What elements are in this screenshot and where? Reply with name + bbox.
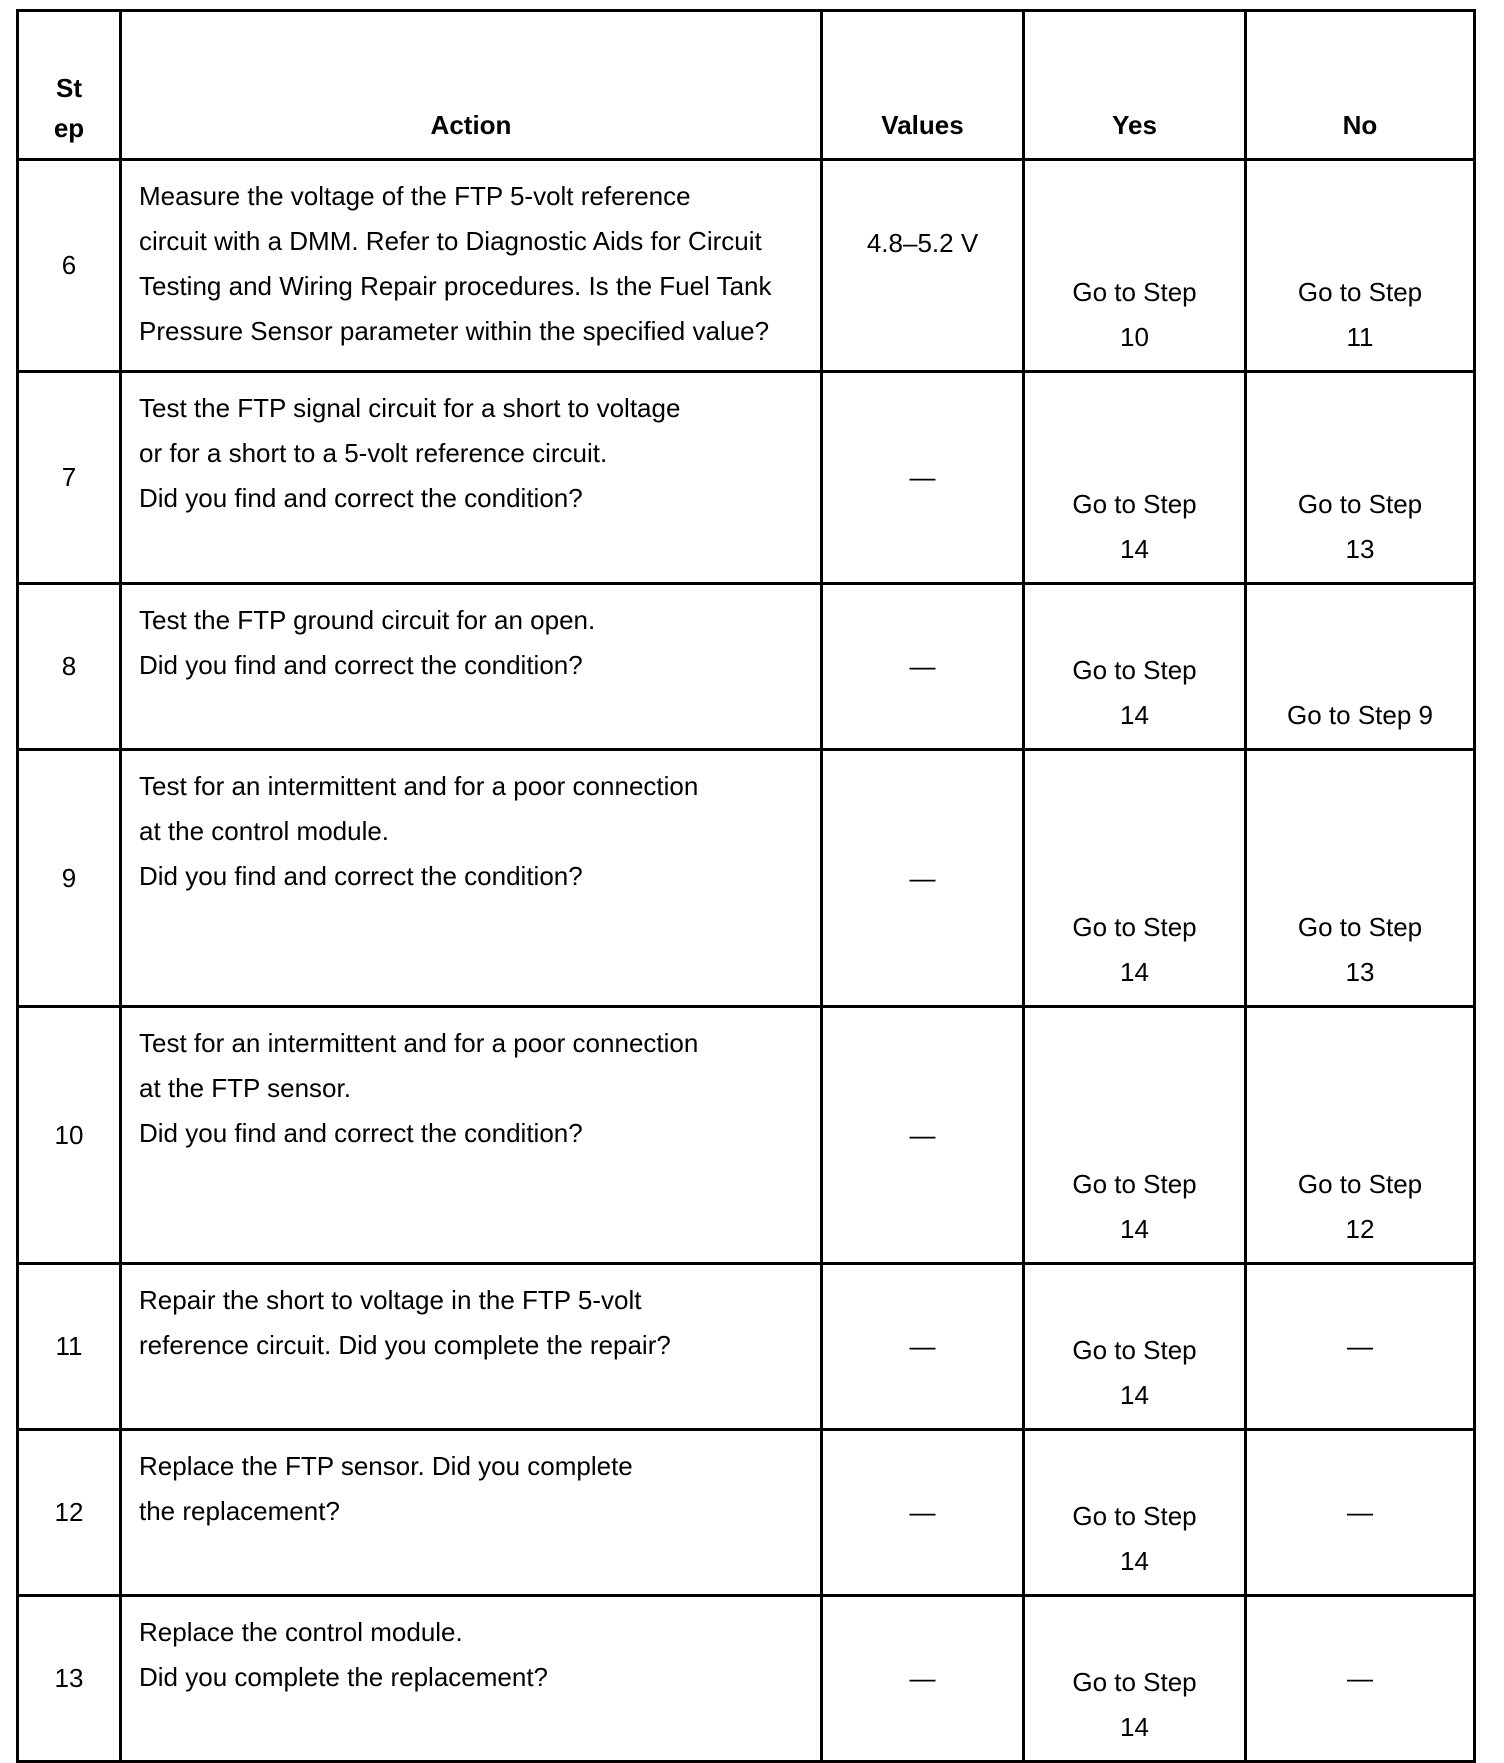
- step-number: 8: [18, 584, 121, 750]
- yes-goto-text: Go to Step: [1072, 1501, 1197, 1531]
- action-text: [121, 1596, 822, 1762]
- no-cell: [1246, 1430, 1475, 1596]
- action-line: or for a short to a 5-volt reference circuit.: [139, 438, 608, 468]
- yes-cell: [1024, 584, 1246, 750]
- yes-cell: [1024, 1007, 1246, 1264]
- action-line: Did you complete the replacement?: [139, 1662, 549, 1692]
- step-number: 9: [18, 750, 121, 1007]
- table-row: [18, 160, 1475, 372]
- header-values: Values: [822, 11, 1024, 160]
- table-row: [18, 1007, 1475, 1264]
- no-goto-text: 12: [1345, 1214, 1375, 1244]
- table-row: [18, 750, 1475, 1007]
- value-cell: —: [822, 1007, 1024, 1264]
- step-number: 11: [18, 1264, 121, 1430]
- table-row: [18, 372, 1475, 584]
- no-goto-text: Go to Step: [1297, 277, 1423, 307]
- action-line: the replacement?: [139, 1496, 340, 1526]
- diagnostic-table: [16, 9, 1476, 1763]
- action-text: [121, 372, 822, 584]
- no-cell: [1246, 750, 1475, 1007]
- header-yes: Yes: [1024, 11, 1246, 160]
- action-line: Did you find and correct the condition?: [139, 1118, 583, 1148]
- yes-cell: [1024, 1430, 1246, 1596]
- step-number: 7: [18, 372, 121, 584]
- table-row: [18, 584, 1475, 750]
- value-cell: —: [822, 1430, 1024, 1596]
- yes-goto-text: Go to Step: [1072, 489, 1197, 519]
- yes-goto-text: Go to Step: [1072, 1335, 1197, 1365]
- header-step-line2: ep: [53, 113, 85, 143]
- header-row: [18, 11, 1475, 160]
- action-line: Testing and Wiring Repair procedures. Is the Fuel Tank: [139, 271, 772, 301]
- action-line: Replace the FTP sensor. Did you complete: [139, 1451, 633, 1481]
- no-goto-text: Go to Step: [1297, 489, 1423, 519]
- action-line: circuit with a DMM. Refer to Diagnostic Aids for Circuit: [139, 226, 762, 256]
- yes-cell: [1024, 160, 1246, 372]
- no-goto-text: 13: [1345, 534, 1375, 564]
- yes-goto-text: 14: [1120, 1546, 1149, 1576]
- yes-goto-text: 10: [1120, 322, 1149, 352]
- no-goto-text: 11: [1346, 322, 1374, 352]
- action-line: Replace the control module.: [139, 1617, 463, 1647]
- no-cell: [1246, 1264, 1475, 1430]
- action-line: Did you find and correct the condition?: [139, 861, 583, 891]
- yes-cell: [1024, 1596, 1246, 1762]
- action-line: at the control module.: [139, 816, 390, 846]
- yes-cell: [1024, 1264, 1246, 1430]
- action-text: [121, 1264, 822, 1430]
- yes-goto-text: 14: [1120, 1712, 1149, 1742]
- yes-goto-text: Go to Step: [1072, 655, 1197, 685]
- yes-goto-text: Go to Step: [1072, 277, 1197, 307]
- step-number: 13: [18, 1596, 121, 1762]
- value-cell: —: [822, 1264, 1024, 1430]
- no-cell: [1246, 1596, 1475, 1762]
- no-goto-text: Go to Step: [1297, 912, 1423, 942]
- table-row: [18, 1264, 1475, 1430]
- value-cell: —: [822, 750, 1024, 1007]
- action-line: Did you find and correct the condition?: [139, 650, 583, 680]
- no-goto-text: Go to Step: [1297, 1169, 1423, 1199]
- yes-goto-text: 14: [1120, 700, 1149, 730]
- yes-goto-text: Go to Step: [1072, 1667, 1197, 1697]
- action-text: [121, 160, 822, 372]
- action-line: at the FTP sensor.: [139, 1073, 351, 1103]
- yes-goto-text: 14: [1120, 534, 1149, 564]
- action-text: [121, 1007, 822, 1264]
- yes-cell: [1024, 372, 1246, 584]
- step-number: 6: [18, 160, 121, 372]
- no-cell: [1246, 1007, 1475, 1264]
- action-line: Repair the short to voltage in the FTP 5-volt: [139, 1285, 642, 1315]
- table-row: [18, 1596, 1475, 1762]
- value-cell: —: [822, 372, 1024, 584]
- no-goto-text: 13: [1345, 957, 1375, 987]
- yes-goto-text: 14: [1120, 1214, 1149, 1244]
- action-line: Test the FTP ground circuit for an open.: [139, 605, 596, 635]
- action-line: reference circuit. Did you complete the repair?: [139, 1330, 671, 1360]
- header-action: Action: [121, 11, 822, 160]
- action-line: Measure the voltage of the FTP 5-volt reference: [139, 181, 691, 211]
- no-cell: [1246, 372, 1475, 584]
- value-cell: —: [822, 584, 1024, 750]
- action-line: Pressure Sensor parameter within the specified value?: [139, 316, 770, 346]
- yes-goto-text: Go to Step: [1072, 912, 1197, 942]
- step-number: 10: [18, 1007, 121, 1264]
- step-number: 12: [18, 1430, 121, 1596]
- value-cell: —: [822, 1596, 1024, 1762]
- action-line: Test for an intermittent and for a poor connection: [139, 1028, 699, 1058]
- no-cell: [1246, 160, 1475, 372]
- yes-goto-text: Go to Step: [1072, 1169, 1197, 1199]
- yes-cell: [1024, 750, 1246, 1007]
- table-row: [18, 1430, 1475, 1596]
- action-line: Did you find and correct the condition?: [139, 483, 583, 513]
- no-goto-text: Go to Step 9: [1287, 700, 1433, 730]
- yes-goto-text: 14: [1120, 1380, 1149, 1410]
- no-goto-text: —: [1347, 1497, 1373, 1527]
- header-no: No: [1246, 11, 1475, 160]
- no-cell: [1246, 584, 1475, 750]
- header-step-line1: St: [56, 73, 82, 103]
- no-goto-text: —: [1347, 1331, 1373, 1361]
- value-cell: 4.8–5.2 V: [822, 160, 1024, 372]
- action-line: Test for an intermittent and for a poor connection: [139, 771, 699, 801]
- action-text: [121, 584, 822, 750]
- no-goto-text: —: [1347, 1663, 1373, 1693]
- action-text: [121, 750, 822, 1007]
- action-text: [121, 1430, 822, 1596]
- header-step: [18, 11, 121, 160]
- yes-goto-text: 14: [1120, 957, 1149, 987]
- action-line: Test the FTP signal circuit for a short to voltage: [139, 393, 681, 423]
